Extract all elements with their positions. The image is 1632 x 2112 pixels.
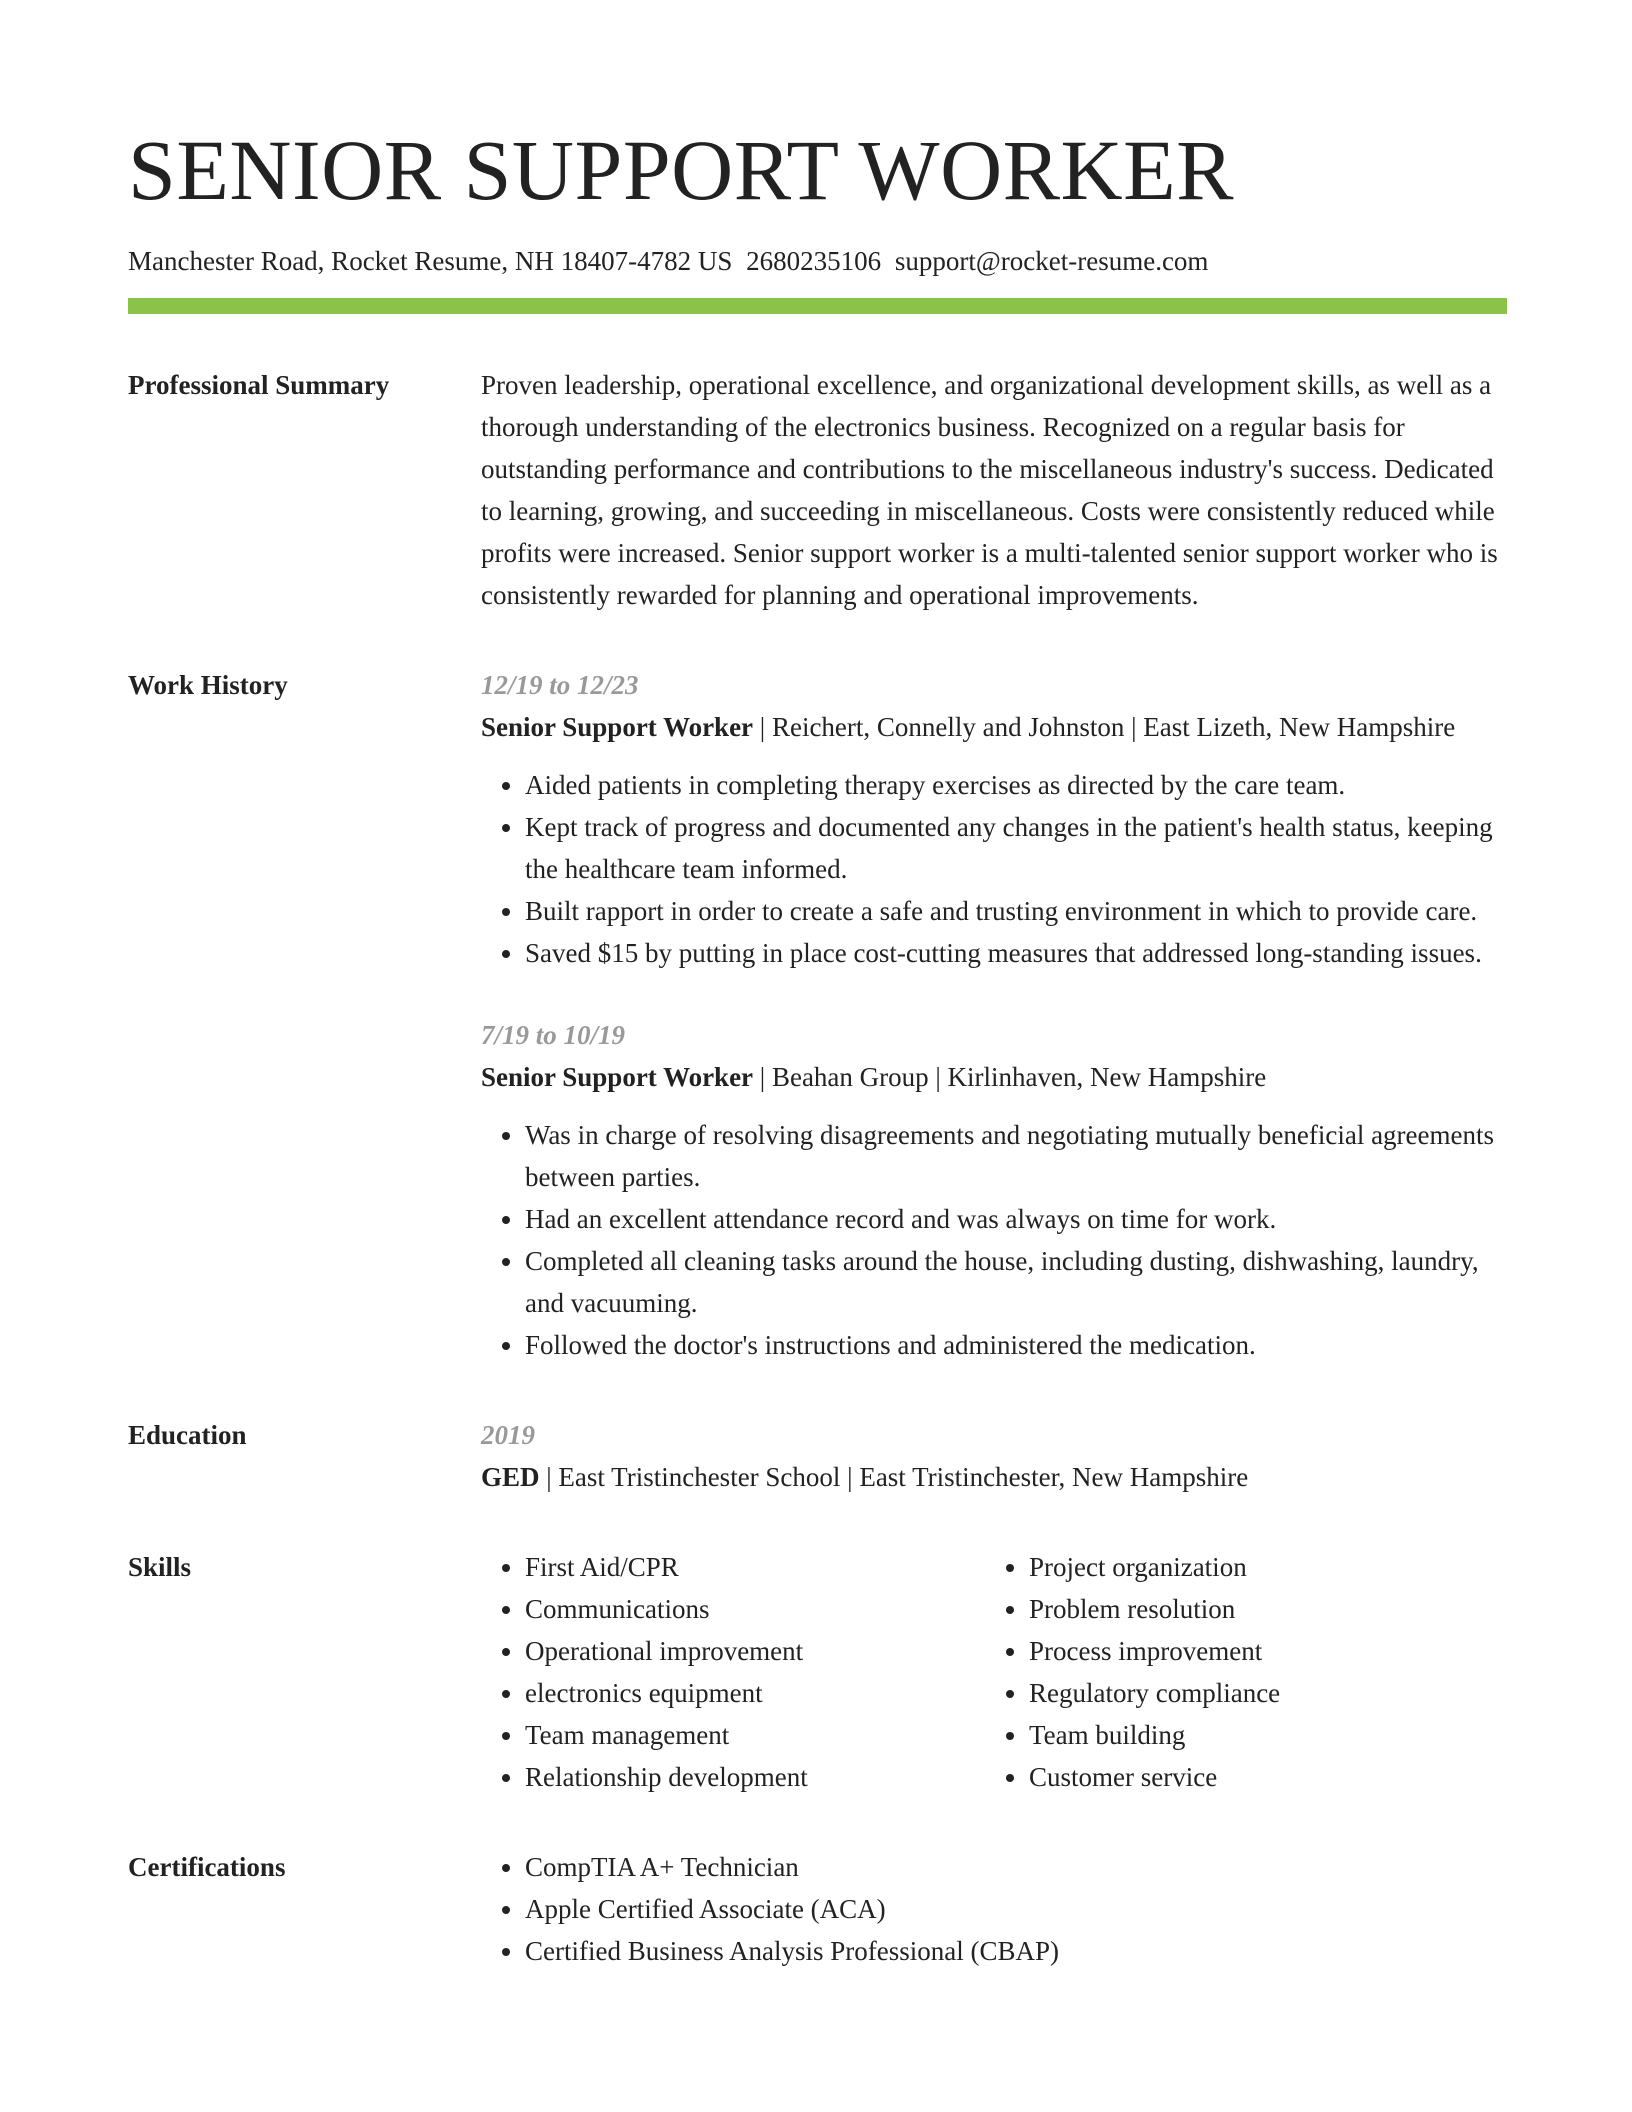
job-bullet: • Kept track of progress and documented any changes in the patient's health status, keeping the healthcare team informed. <box>525 806 1507 890</box>
job-bullet: • Was in charge of resolving disagreements and negotiating mutually beneficial agreements between parties. <box>525 1114 1507 1198</box>
skill-item: • Problem resolution <box>1029 1588 1489 1630</box>
job-entry <box>481 1014 1507 1366</box>
education-details: | East Tristinchester School | East Tristinchester, New Hampshire <box>539 1462 1249 1492</box>
education-year: 2019 <box>481 1420 535 1450</box>
skill-item: • electronics equipment <box>525 1672 985 1714</box>
job-bullet: • Built rapport in order to create a safe and trusting environment in which to provide care. <box>525 890 1507 932</box>
summary-label: Professional Summary <box>128 370 390 400</box>
education-line <box>481 1456 1507 1498</box>
certifications-body <box>481 1846 1507 1972</box>
skill-item: • First Aid/CPR <box>525 1546 985 1588</box>
job-details: | Beahan Group | Kirlinhaven, New Hampshire <box>753 1062 1267 1092</box>
education-degree: GED <box>481 1462 540 1492</box>
job-dates: 7/19 to 10/19 <box>481 1020 626 1050</box>
work-history-body <box>481 664 1507 1366</box>
certification-item: • Certified Business Analysis Professional (CBAP) <box>525 1930 1507 1972</box>
email-text: support@rocket-resume.com <box>894 246 1209 276</box>
skill-item: • Project organization <box>1029 1546 1489 1588</box>
certifications-section <box>128 1846 1507 1972</box>
skills-column-right <box>985 1546 1489 1798</box>
job-details: | Reichert, Connelly and Johnston | East Lizeth, New Hampshire <box>753 712 1456 742</box>
certification-item: • Apple Certified Associate (ACA) <box>525 1888 1507 1930</box>
resume-name-heading: SENIOR SUPPORT WORKER <box>128 122 1235 218</box>
skills-section <box>128 1546 1507 1798</box>
header-divider <box>128 298 1507 314</box>
address-text: Manchester Road, Rocket Resume, NH 18407-4782 US <box>128 246 733 276</box>
education-section <box>128 1414 1507 1498</box>
skill-item: • Regulatory compliance <box>1029 1672 1489 1714</box>
certifications-list <box>481 1846 1507 1972</box>
resume-page <box>128 0 1507 1972</box>
work-history-label: Work History <box>128 670 288 700</box>
skill-item: • Team building <box>1029 1714 1489 1756</box>
job-role-line <box>481 706 1507 748</box>
job-bullets <box>481 1114 1507 1366</box>
job-bullet: • Had an excellent attendance record and was always on time for work. <box>525 1198 1507 1240</box>
job-bullet: • Completed all cleaning tasks around the house, including dusting, dishwashing, laundry, and vacuuming. <box>525 1240 1507 1324</box>
job-bullet: • Saved $15 by putting in place cost-cutting measures that addressed long-standing issues. <box>525 932 1507 974</box>
skill-item: • Relationship development <box>525 1756 985 1798</box>
skills-column-left <box>481 1546 985 1798</box>
summary-text: Proven leadership, operational excellence, and organizational development skills, as well as a thorough understanding of the electronics business. Recognized on a regular basis for outstanding performance and contributions to the miscellaneous industry's success. Dedicated to learning, growing, and succeeding in miscellaneous. Costs were consistently reduced while profits were increased. Senior support worker is a multi-talented senior support worker who is consistently rewarded for planning and operational improvements. <box>481 370 1498 610</box>
skill-item: • Customer service <box>1029 1756 1489 1798</box>
summary-body <box>481 364 1507 616</box>
work-history-section <box>128 664 1507 1366</box>
job-bullets <box>481 764 1507 974</box>
certifications-label: Certifications <box>128 1852 286 1882</box>
phone-text: 2680235106 <box>746 246 882 276</box>
skill-item: • Communications <box>525 1588 985 1630</box>
skill-item: • Operational improvement <box>525 1630 985 1672</box>
certification-item: • CompTIA A+ Technician <box>525 1846 1507 1888</box>
skill-item: • Team management <box>525 1714 985 1756</box>
contact-line <box>128 244 1507 278</box>
summary-section <box>128 364 1507 616</box>
job-entry <box>481 664 1507 974</box>
skills-label: Skills <box>128 1552 192 1582</box>
skills-body <box>481 1546 1507 1798</box>
education-label: Education <box>128 1420 247 1450</box>
job-title: Senior Support Worker <box>481 1062 754 1092</box>
skills-grid <box>481 1546 1507 1798</box>
job-role-line <box>481 1056 1507 1098</box>
job-bullet: • Aided patients in completing therapy exercises as directed by the care team. <box>525 764 1507 806</box>
education-body <box>481 1414 1507 1498</box>
skill-item: • Process improvement <box>1029 1630 1489 1672</box>
job-title: Senior Support Worker <box>481 712 754 742</box>
job-dates: 12/19 to 12/23 <box>481 670 639 700</box>
job-bullet: • Followed the doctor's instructions and administered the medication. <box>525 1324 1507 1366</box>
